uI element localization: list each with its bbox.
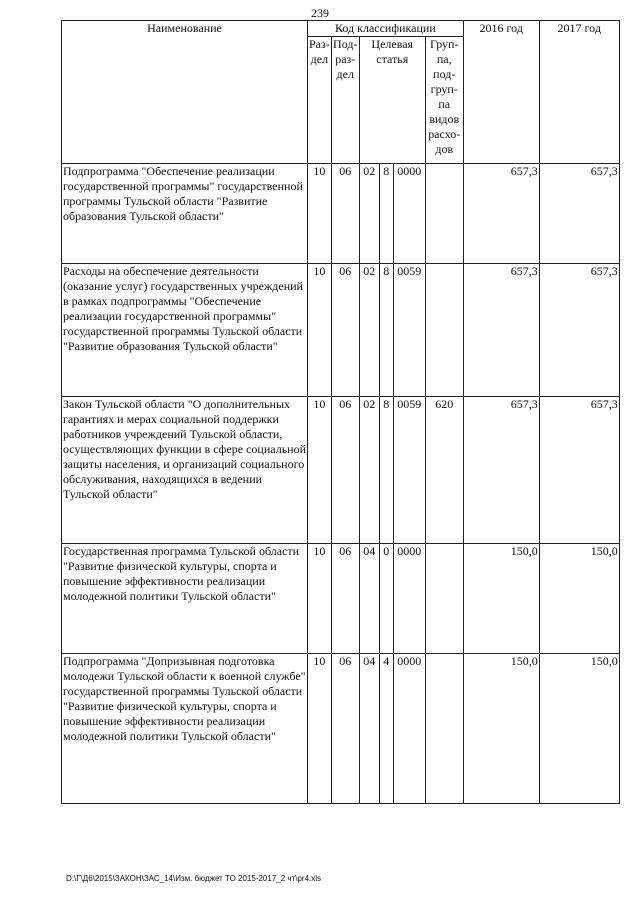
row-amount-2017: 150,0 — [539, 544, 619, 654]
row-expense-group — [425, 544, 463, 654]
row-subsection: 06 — [331, 654, 359, 804]
row-target-program: 02 — [359, 397, 379, 544]
page-number: 239 — [311, 6, 329, 20]
header-section: Раз-дел — [308, 37, 332, 164]
row-name: Расходы на обеспечение деятельности (оказание услуг) государственных учреждений в рамках подпрограммы "Обеспечение реализации государственной программы" государственной программы Тульской области "Развитие образования Тульской области" — [62, 264, 308, 397]
row-target-subprogram: 8 — [379, 264, 393, 397]
row-subsection: 06 — [331, 164, 359, 264]
row-amount-2016: 657,3 — [463, 264, 539, 397]
file-path-footer: D:\Г\Д6\2015\ЗАКОН\ЗАС_14\Изм. бюджет ТО 2015-2017_2 чт\pr4.xls — [66, 874, 322, 883]
row-target-subprogram: 4 — [379, 654, 393, 804]
row-name: Государственная программа Тульской области "Развитие физической культуры, спорта и повышение эффективности реализации молодежной политики Тульской области" — [62, 544, 308, 654]
row-name: Закон Тульской области "О дополнительных гарантиях и мерах социальной поддержки работников учреждений Тульской области, осуществляющих функции в сфере социальной защиты населения, и организаций социального обслуживания, находящихся в ведении Тульской области" — [62, 397, 308, 544]
row-target-subprogram: 8 — [379, 397, 393, 544]
row-target-direction: 0059 — [393, 397, 425, 544]
row-amount-2017: 657,3 — [539, 164, 619, 264]
row-expense-group — [425, 264, 463, 397]
row-section: 10 — [308, 544, 332, 654]
header-classification-code: Код классификации — [308, 21, 464, 37]
row-target-subprogram: 8 — [379, 164, 393, 264]
row-target-program: 04 — [359, 544, 379, 654]
header-name: Наименование — [62, 21, 308, 164]
row-name: Подпрограмма "Обеспечение реализации государственной программы" государственной программы Тульской области "Развитие образования Тульской области" — [62, 164, 308, 264]
row-amount-2017: 657,3 — [539, 264, 619, 397]
row-target-direction: 0000 — [393, 654, 425, 804]
row-name: Подпрограмма "Допризывная подготовка молодежи Тульской области к военной службе" государственной программы Тульской области "Развитие физической культуры, спорта и повышение эффективности реализации молодежной политики Тульской области" — [62, 654, 308, 804]
row-target-program: 02 — [359, 264, 379, 397]
header-target-article: Целевая статья — [359, 37, 425, 164]
header-year-2017: 2017 год — [539, 21, 619, 164]
row-amount-2017: 150,0 — [539, 654, 619, 804]
header-year-2016: 2016 год — [463, 21, 539, 164]
table-row — [62, 397, 620, 544]
row-section: 10 — [308, 264, 332, 397]
row-expense-group: 620 — [425, 397, 463, 544]
header-subsection: Под-раз-дел — [331, 37, 359, 164]
row-expense-group — [425, 654, 463, 804]
row-target-program: 02 — [359, 164, 379, 264]
row-subsection: 06 — [331, 397, 359, 544]
row-target-direction: 0000 — [393, 164, 425, 264]
row-amount-2016: 150,0 — [463, 544, 539, 654]
row-subsection: 06 — [331, 544, 359, 654]
budget-table — [61, 20, 620, 804]
table-row — [62, 654, 620, 804]
row-amount-2017: 657,3 — [539, 397, 619, 544]
table-row — [62, 264, 620, 397]
table-row — [62, 164, 620, 264]
row-subsection: 06 — [331, 264, 359, 397]
row-amount-2016: 150,0 — [463, 654, 539, 804]
row-section: 10 — [308, 164, 332, 264]
row-target-direction: 0059 — [393, 264, 425, 397]
table-row — [62, 544, 620, 654]
row-target-program: 04 — [359, 654, 379, 804]
row-target-direction: 0000 — [393, 544, 425, 654]
row-target-subprogram: 0 — [379, 544, 393, 654]
header-expense-group: Груп-па, под-груп-па видов расхо-дов — [425, 37, 463, 164]
row-amount-2016: 657,3 — [463, 397, 539, 544]
row-section: 10 — [308, 397, 332, 544]
row-section: 10 — [308, 654, 332, 804]
row-amount-2016: 657,3 — [463, 164, 539, 264]
row-expense-group — [425, 164, 463, 264]
